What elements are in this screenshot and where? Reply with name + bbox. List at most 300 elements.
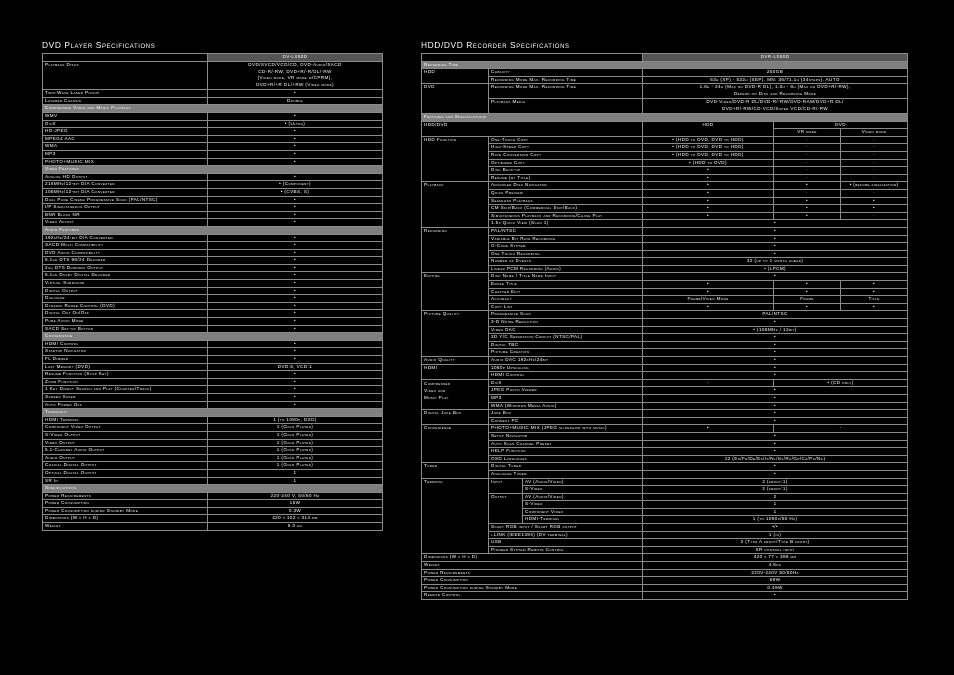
- audio-quality-value: •: [643, 357, 908, 365]
- spec-value: •: [208, 264, 383, 272]
- spec-row: [43, 234, 383, 242]
- spec-row: [43, 401, 383, 409]
- spec-label: MP3: [43, 150, 208, 158]
- spec-value: •: [208, 257, 383, 265]
- picture-quality-item-label: Video DAC: [489, 326, 643, 334]
- spec-value: •: [208, 348, 383, 356]
- hdd-function-vr-value: ·: [774, 167, 841, 175]
- spec-label: Digital Output: [43, 287, 208, 295]
- recording-item-label: Linear PCM Recording (Audio): [489, 265, 643, 273]
- playback-video-value: •: [841, 205, 908, 213]
- spec-value: •: [208, 204, 383, 212]
- picture-quality-value: • (108MHz / 12bit): [643, 326, 908, 334]
- spec-value: 1 (Gold Plated): [208, 424, 383, 432]
- hdd-column-header: HDD: [643, 121, 774, 136]
- convenience-row: [422, 432, 908, 440]
- spec-row: [43, 356, 383, 364]
- divx-label: DivX: [489, 379, 643, 387]
- spec-value: 220V-240V 50/60Hz: [643, 569, 908, 577]
- spec-label: Weight: [422, 562, 643, 570]
- input-item-label: S-Video: [523, 486, 643, 494]
- hdmi-value: •: [643, 372, 908, 380]
- editing-row: [422, 288, 908, 296]
- spec-label: Twin-Wave Laser Pickup: [43, 90, 208, 98]
- picture-quality-item-label: 3D Y/C Separation Circuit (NTSC/PAL): [489, 334, 643, 342]
- compressed-group-label-line: Compressed: [424, 380, 451, 386]
- spec-row: [43, 462, 383, 470]
- spec-label: HDMI Terminal: [43, 416, 208, 424]
- section-header: Convenience: [43, 333, 383, 341]
- spec-value: •: [208, 295, 383, 303]
- editing-hdd-value: •: [643, 288, 774, 296]
- recording-item-label: Variable Bit Rate Recording: [489, 235, 643, 243]
- spec-value: •: [208, 143, 383, 151]
- spec-label: Last Memory (DVD): [43, 363, 208, 371]
- spec-value: 420 x 77 x 388 mm: [643, 554, 908, 562]
- hdmi-group-label: HDMI: [422, 364, 489, 379]
- spec-label: DivX: [43, 120, 208, 128]
- hdd-function-video-value: ·: [841, 167, 908, 175]
- editing-video-value: •: [841, 303, 908, 311]
- spec-label: 2ch DTS Downmix Output: [43, 264, 208, 272]
- output-value: 1: [643, 501, 908, 509]
- spec-row: [422, 562, 908, 570]
- spec-value: •: [208, 234, 383, 242]
- spec-row: [422, 554, 908, 562]
- hdd-function-hdd-value: •: [643, 174, 774, 182]
- spec-value: •: [643, 592, 908, 600]
- output-value: 1: [643, 508, 908, 516]
- compressed-group-label-line: Video and: [424, 387, 446, 393]
- terminal-value: 1 (in): [643, 531, 908, 539]
- spec-row: [43, 492, 383, 500]
- hdd-function-video-value: ·: [841, 174, 908, 182]
- recording-row: [422, 235, 908, 243]
- spec-value: 1 (Gold Plated): [208, 454, 383, 462]
- spec-value: •: [208, 356, 383, 364]
- terminal-value: •/•: [643, 524, 908, 532]
- spec-row: [43, 515, 383, 523]
- spec-value: 220-240 V, 50/60 Hz: [208, 492, 383, 500]
- playback-media-value: [643, 99, 908, 114]
- spec-row: [43, 272, 383, 280]
- spec-value: 1 (Gold Plated): [208, 431, 383, 439]
- hdmi-item-label: HDMI Control: [489, 372, 643, 380]
- convenience-value: •: [643, 432, 908, 440]
- juke-box-value: •: [643, 410, 908, 418]
- spec-row: [43, 196, 383, 204]
- picture-quality-value: •: [643, 349, 908, 357]
- rec-modes-row: [422, 76, 908, 84]
- spec-label: Audio Output: [43, 454, 208, 462]
- spec-label: 216MHz/12-bit D/A Converter: [43, 181, 208, 189]
- picture-quality-row: [422, 326, 908, 334]
- spec-row: [43, 242, 383, 250]
- playback-video-value: •: [841, 197, 908, 205]
- spec-label: 5.1ch Dolby Digital Decoder: [43, 272, 208, 280]
- spec-row: [422, 577, 908, 585]
- spec-row: [43, 249, 383, 257]
- spec-value: 1 (Gold Plated): [208, 462, 383, 470]
- terminal-group-label: Terminal: [422, 478, 489, 554]
- playback-row: [422, 212, 908, 220]
- spec-value: •: [208, 249, 383, 257]
- spec-label: HDMI Control: [43, 340, 208, 348]
- terminal-value: 2 (Type A front/Type B front): [643, 539, 908, 547]
- hdd-function-video-value: ·: [841, 144, 908, 152]
- editing-video-value: •: [841, 281, 908, 289]
- spec-row: [43, 363, 383, 371]
- hdd-function-row: [422, 151, 908, 159]
- spec-value: •: [208, 371, 383, 379]
- spec-label: Dual Pure Cinema Progressive Scan (PAL/NTSC): [43, 196, 208, 204]
- playback-discs-line: DVD+R/+R DL/+RW (Video mode): [256, 82, 334, 88]
- section-row: [43, 409, 383, 417]
- recording-row: [422, 250, 908, 258]
- playback-media-line: DVD+R/-RW/CD-VCD/Super VCD/CD-R/-RW: [722, 106, 829, 112]
- playback-row: [422, 220, 908, 228]
- spec-value: •: [208, 219, 383, 227]
- spec-row: [43, 257, 383, 265]
- editing-item-label: Accuracy: [489, 296, 643, 304]
- recording-row: [422, 265, 908, 273]
- spec-value: •: [208, 287, 383, 295]
- editing-vr-value: •: [774, 288, 841, 296]
- input-value: 2 (front:1): [643, 486, 908, 494]
- hdmi-value: •: [643, 364, 908, 372]
- hdd-dvd-recorder-spec-panel: [421, 40, 907, 600]
- playback-item-label: Advanced Disc Navigator: [489, 182, 643, 190]
- playback-hdd-value: •: [643, 205, 774, 213]
- editing-item-label: Erase Title: [489, 281, 643, 289]
- hdmi-item-label: 1080p Upscaling: [489, 364, 643, 372]
- playback-item-label: Simultaneous Playback and Recording/Chase Play: [489, 212, 643, 220]
- spec-label: DVD Audio Compatibility: [43, 249, 208, 257]
- terminal-row: [422, 524, 908, 532]
- spec-value: •: [208, 302, 383, 310]
- spec-label: 5.1ch DTS 96/24 Decoder: [43, 257, 208, 265]
- photo-music-hdd-value: •: [643, 425, 774, 433]
- dvd-modes-label: Recording Mode Max. Recording Time: [489, 84, 643, 99]
- spec-label: 192kHz/24-bit D/A Converter: [43, 234, 208, 242]
- spec-label: Optical Digital Output: [43, 469, 208, 477]
- compressed-item-label: JPEG Photo Viewer: [489, 387, 643, 395]
- spec-value: •: [208, 211, 383, 219]
- dvd-modes-line: 1.8h - 24h (Max on DVD-R DL), 1.0h - 8h (Max on DVD+R/-RW),: [699, 84, 851, 90]
- dvd-player-spec-table: [42, 53, 383, 531]
- juke-box-row: [422, 410, 908, 418]
- convenience-row: [422, 455, 908, 463]
- playback-hdd-value: •: [643, 182, 774, 190]
- spec-row: [43, 188, 383, 196]
- output-item-label: S-Video: [523, 501, 643, 509]
- spec-row: [43, 280, 383, 288]
- spec-row: [43, 295, 383, 303]
- playback-row: [422, 189, 908, 197]
- spec-value: •: [208, 386, 383, 394]
- input-sublabel: Input: [489, 478, 523, 493]
- spec-row: [43, 477, 383, 485]
- playback-vr-value: ·: [774, 189, 841, 197]
- hdd-function-item-label: Resume (by Title): [489, 174, 643, 182]
- hdmi-row: [422, 364, 908, 372]
- editing-row: [422, 281, 908, 289]
- spec-row: [43, 424, 383, 432]
- photo-music-label: PHOTO+MUSIC MIX (JPEG slideshow with music): [489, 425, 643, 433]
- spec-label: WMA: [43, 143, 208, 151]
- playback-discs-line: DVD/SVCD/VCD/CD, DVD-Audio/SACD: [248, 61, 342, 67]
- spec-value: •: [208, 280, 383, 288]
- spec-value: •: [208, 196, 383, 204]
- spec-value: •: [208, 310, 383, 318]
- editing-item-label: Copy List: [489, 303, 643, 311]
- convenience-value: •: [643, 440, 908, 448]
- playback-video-value: ·: [841, 189, 908, 197]
- section-header: Compressed Video and Music Playback: [43, 105, 383, 113]
- spec-label: Coaxial Digital Output: [43, 462, 208, 470]
- editing-row: [422, 303, 908, 311]
- terminal-row: [422, 478, 908, 486]
- spec-row: [43, 454, 383, 462]
- recording-value: •: [643, 250, 908, 258]
- spec-label: Dimensions (W x H x D): [422, 554, 643, 562]
- recording-value: •: [643, 227, 908, 235]
- spec-label: Dialogue: [43, 295, 208, 303]
- spec-label: Power Consumption during Standby Mode: [422, 584, 643, 592]
- spec-label: 1 Key Direct Search and Play (Chapter/Track): [43, 386, 208, 394]
- capacity-label: Capacity: [489, 69, 643, 77]
- spec-value: •: [208, 90, 383, 98]
- audio-quality-item-label: Audio DAC 192kHz/24bit: [489, 357, 643, 365]
- spec-value: 15W: [208, 500, 383, 508]
- spec-row: [43, 439, 383, 447]
- hdd-function-vr-value: ·: [774, 151, 841, 159]
- compressed-group-label-line: Music Play: [424, 395, 449, 401]
- dvd-modes-row: [422, 84, 908, 99]
- spec-label: S-Video Output: [43, 431, 208, 439]
- convenience-item-label: Auto Scan Channel Preset: [489, 440, 643, 448]
- hdd-function-row: [422, 167, 908, 175]
- playback-item-label: Seamless Playback: [489, 197, 643, 205]
- recording-row: [422, 258, 908, 266]
- hdd-function-hdd-value: • (HDD to DVD, DVD to HDD): [643, 151, 774, 159]
- spec-value: 1 (Gold Plated): [208, 447, 383, 455]
- model-corner-cell: [43, 54, 208, 62]
- hdd-function-item-label: One-Touch Copy: [489, 136, 643, 144]
- rec-modes-label: Recording Mode Max. Recording Time: [489, 76, 643, 84]
- spec-value: •: [208, 158, 383, 166]
- picture-quality-value: PAL/NTSC: [643, 311, 908, 319]
- spec-row: [43, 143, 383, 151]
- hdd-function-video-value: ·: [841, 159, 908, 167]
- editing-item-label: Chapter Edit: [489, 288, 643, 296]
- spec-label: PHOTO+MUSIC MIX: [43, 158, 208, 166]
- recording-value: 32 (up to 1 month ahead): [643, 258, 908, 266]
- hdd-function-item-label: Rate Conversion Copy: [489, 151, 643, 159]
- spec-value: •: [208, 401, 383, 409]
- compressed-item-label: WMA (Windows Media Audio): [489, 402, 643, 410]
- spec-label: SACD Multi Compatibility: [43, 242, 208, 250]
- spec-row: [43, 287, 383, 295]
- section-row: [43, 166, 383, 174]
- picture-quality-row: [422, 311, 908, 319]
- spec-label: Power Consumption: [43, 500, 208, 508]
- section-header: Video Features: [43, 166, 383, 174]
- terminal-row: [422, 539, 908, 547]
- spec-row: [43, 325, 383, 333]
- spec-label: Video Output: [43, 439, 208, 447]
- output-value: 1 (to 1080p/50 Hz): [643, 516, 908, 524]
- juke-box-group-label: Digital Juke Box: [422, 410, 489, 425]
- rec-modes-value: 53h (XP) - 532h (SEP), MN: 36/71.1h (34steps), AUTO: [643, 76, 908, 84]
- hdd-dvd-header-label: HDD/DVD: [422, 121, 643, 136]
- recording-row: [422, 227, 908, 235]
- spec-row: [43, 204, 383, 212]
- editing-vr-value: •: [774, 281, 841, 289]
- section-row: [43, 105, 383, 113]
- spec-value: 0.49W: [643, 584, 908, 592]
- section-header: Specifications: [43, 485, 383, 493]
- editing-group-label: Editing: [422, 273, 489, 311]
- picture-quality-item-label: Progressive Scan: [489, 311, 643, 319]
- convenience-value: •: [643, 448, 908, 456]
- editing-hdd-value: •: [643, 281, 774, 289]
- hdd-function-video-value: ·: [841, 136, 908, 144]
- section-row: [422, 114, 908, 122]
- convenience-row: [422, 425, 908, 433]
- quick-view-label: 1.5x Quick View (Scan 1): [489, 220, 643, 228]
- spec-row: [422, 592, 908, 600]
- hdd-function-row: [422, 174, 908, 182]
- output-value: 2: [643, 493, 908, 501]
- convenience-item-label: Setup Navigator: [489, 432, 643, 440]
- playback-discs-value: [208, 61, 383, 90]
- section-header: Recording Time: [422, 61, 908, 69]
- audio-quality-row: [422, 357, 908, 365]
- tuner-group-label: Tuner: [422, 463, 489, 478]
- spec-label: Digital Out On/Off: [43, 310, 208, 318]
- spec-value: •: [208, 150, 383, 158]
- tuner-row: [422, 463, 908, 471]
- playback-vr-value: •: [774, 205, 841, 213]
- spec-label: SR In: [43, 477, 208, 485]
- terminal-item-label: USB: [489, 539, 643, 547]
- recording-item-label: Number of Events: [489, 258, 643, 266]
- playback-hdd-value: •: [643, 212, 774, 220]
- spec-row: [43, 120, 383, 128]
- editing-item-label: Disc Name / Title Name Input: [489, 273, 643, 281]
- input-value: 2 (front:1): [643, 478, 908, 486]
- spec-row: [422, 584, 908, 592]
- spec-value: •: [208, 393, 383, 401]
- hdd-function-vr-value: ·: [774, 144, 841, 152]
- recording-item-label: One Touch Recording: [489, 250, 643, 258]
- playback-media-label: Playback Media: [489, 99, 643, 114]
- spec-label: Zoom Function: [43, 378, 208, 386]
- playback-discs-line: CD-R/-RW, DVD+R/-R/DL/-RW: [258, 68, 332, 74]
- convenience-value: 12 (En/Fr/De/Es/It/Nl/Sv/Ru/Gr/Cz/Po/No): [643, 455, 908, 463]
- playback-discs-line: (Video mode, VR mode w/CPRM),: [257, 75, 333, 81]
- juke-box-item-label: Connect PC: [489, 417, 643, 425]
- spec-row: [43, 393, 383, 401]
- spec-row: [43, 310, 383, 318]
- hdd-function-vr-value: ·: [774, 136, 841, 144]
- tuner-value: •: [643, 463, 908, 471]
- convenience-group-label: Convenience: [422, 425, 489, 463]
- spec-value: •: [208, 318, 383, 326]
- hdd-function-hdd-value: • (HDD to DVD): [643, 159, 774, 167]
- spec-label: WMV: [43, 113, 208, 121]
- spec-label: Remote Control: [422, 592, 643, 600]
- spec-label: Analog HD Output: [43, 173, 208, 181]
- juke-box-item-label: Juke Box: [489, 410, 643, 418]
- spec-value: Double: [208, 97, 383, 105]
- picture-quality-item-label: Picture Creation: [489, 349, 643, 357]
- spec-value: 4.6kg: [643, 562, 908, 570]
- picture-quality-row: [422, 349, 908, 357]
- compressed-row: [422, 387, 908, 395]
- video-mode-column-header: Video mode: [841, 129, 908, 137]
- hdd-function-row: [422, 159, 908, 167]
- spec-label: SACD Set-up Button: [43, 325, 208, 333]
- convenience-item-label: OSD Languages: [489, 455, 643, 463]
- section-header: Audio Features: [43, 226, 383, 234]
- spec-label: Video Adjust: [43, 219, 208, 227]
- terminal-item-label: Scart RGB input / Scart RGB output: [489, 524, 643, 532]
- capacity-row: [422, 69, 908, 77]
- editing-row: [422, 296, 908, 304]
- spec-label: MPEG4 AAC: [43, 135, 208, 143]
- compressed-row: [422, 379, 908, 387]
- spec-label: HD-JPEG: [43, 128, 208, 136]
- playback-hdd-value: •: [643, 197, 774, 205]
- spec-label: Power Consumption: [422, 577, 643, 585]
- playback-group-label: Playback: [422, 182, 489, 228]
- terminal-row: [422, 546, 908, 554]
- editing-vr-value: Frame: [774, 296, 841, 304]
- spec-row: [43, 128, 383, 136]
- spec-value: 1: [208, 469, 383, 477]
- editing-row: [422, 273, 908, 281]
- spec-value: •: [208, 113, 383, 121]
- editing-vr-value: •: [774, 303, 841, 311]
- spec-label: Pure Audio Mode: [43, 318, 208, 326]
- model-name: DVR-LX60D: [643, 54, 908, 62]
- playback-hdd-value: •: [643, 189, 774, 197]
- spec-row: [43, 211, 383, 219]
- spec-row: [43, 378, 383, 386]
- tuner-value: •: [643, 470, 908, 478]
- spec-value: 1 (Gold Plated): [208, 439, 383, 447]
- editing-video-value: Title: [841, 296, 908, 304]
- spec-row: [43, 318, 383, 326]
- section-row: [43, 226, 383, 234]
- terminal-item-label: i.LINK (IEEE1394) (DV terminal): [489, 531, 643, 539]
- playback-video-value: ·: [841, 212, 908, 220]
- spec-value: •: [208, 135, 383, 143]
- column-header-row: [422, 121, 908, 129]
- output-item-label: AV (Audio/Video): [523, 493, 643, 501]
- terminal-row: [422, 531, 908, 539]
- spec-value: • (Component): [208, 181, 383, 189]
- editing-hdd-value: •: [643, 303, 774, 311]
- spec-row: [43, 135, 383, 143]
- divx-hdd-value: -: [643, 379, 774, 387]
- photo-music-dvd-value: -: [774, 425, 908, 433]
- hdd-function-row: [422, 136, 908, 144]
- playback-media-line: DVD-Video/DVD-R DL/DVD-R/-RW/DVD-RAM/DVD+R DL/: [706, 99, 844, 105]
- spec-row: [43, 500, 383, 508]
